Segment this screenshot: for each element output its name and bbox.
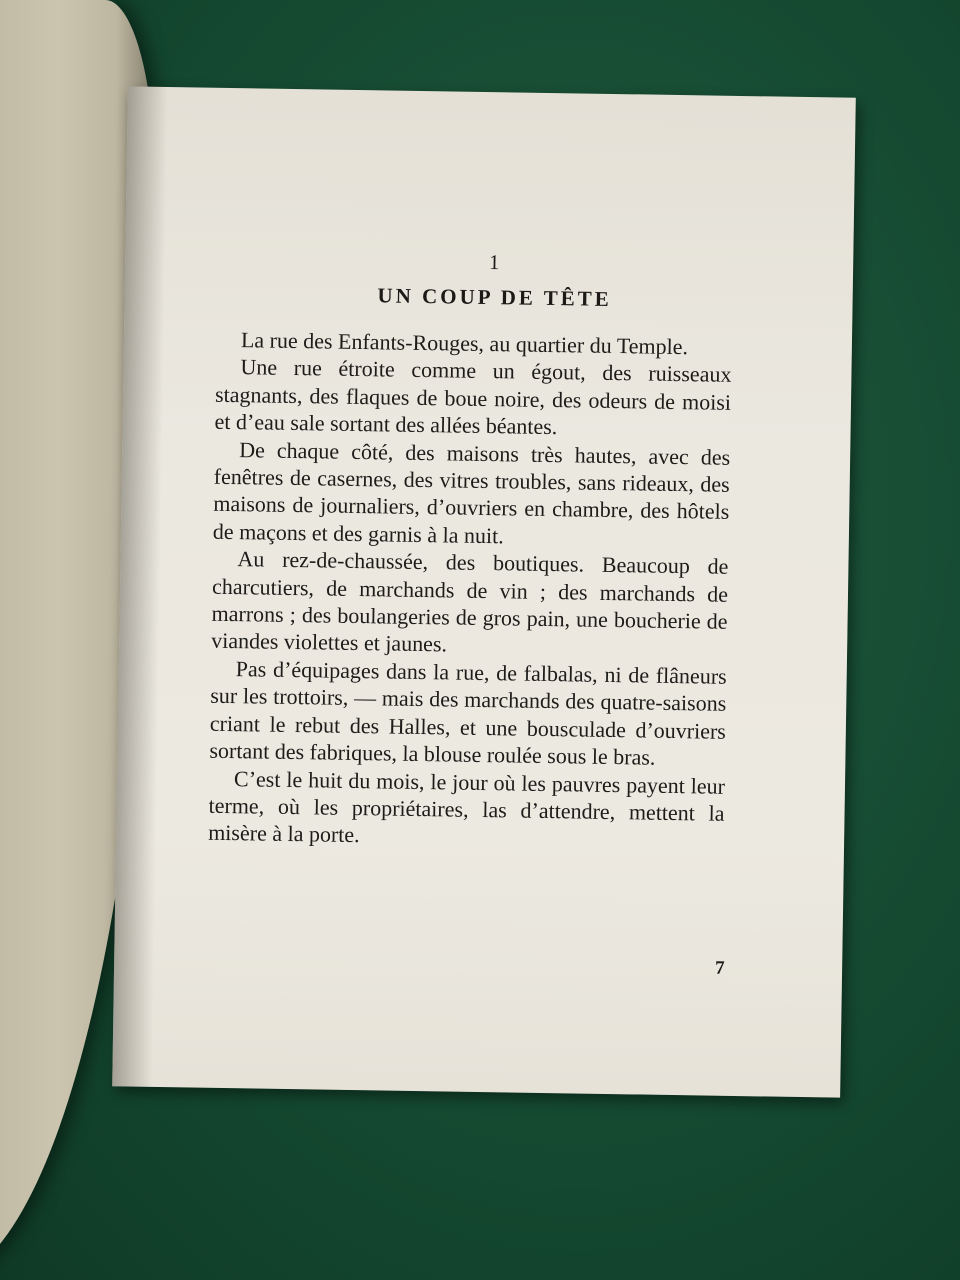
paragraph: Pas d’équipages dans la rue, de falbalas, ni de flâneurs sur les trottoirs, — mais des marchands des quatre-saisons criant le rebut des Halles, et une bousculade d’ouvriers sortant des fabriques, la blouse roulée sous le bras. (209, 655, 727, 770)
paragraph: Une rue étroite comme un égout, des ruisseaux stagnants, des flaques de boue noire, des odeurs de moisi et d’eau sale sortant des allées béantes. (214, 354, 732, 440)
chapter-title: UN COUP DE TÊTE (377, 283, 612, 311)
book-page (112, 86, 856, 1097)
paragraph: La rue des Enfants-Rouges, au quartier du Temple. (240, 327, 689, 360)
chapter-number: 1 (488, 250, 500, 275)
paragraph: De chaque côté, des maisons très hautes, avec des fenêtres de casernes, des vitres troubles, sans rideaux, des maisons de journaliers, d’ouvriers en chambre, des hôtels de maçons et des garnis à la nuit. (212, 436, 731, 549)
page-number: 7 (714, 957, 725, 979)
paragraph: C’est le huit du mois, le jour où les pauvres payent leur terme, où les propriétaires, las d’attendre, mettent la misère à la porte. (207, 765, 726, 848)
paragraph: Au rez-de-chaussée, des boutiques. Beaucoup de charcutiers, de marchands de vin ; des marchands de marrons ; des boulangeries de gros pain, une boucherie de viandes violettes et jaunes. (211, 546, 729, 657)
body-text (208, 326, 732, 855)
